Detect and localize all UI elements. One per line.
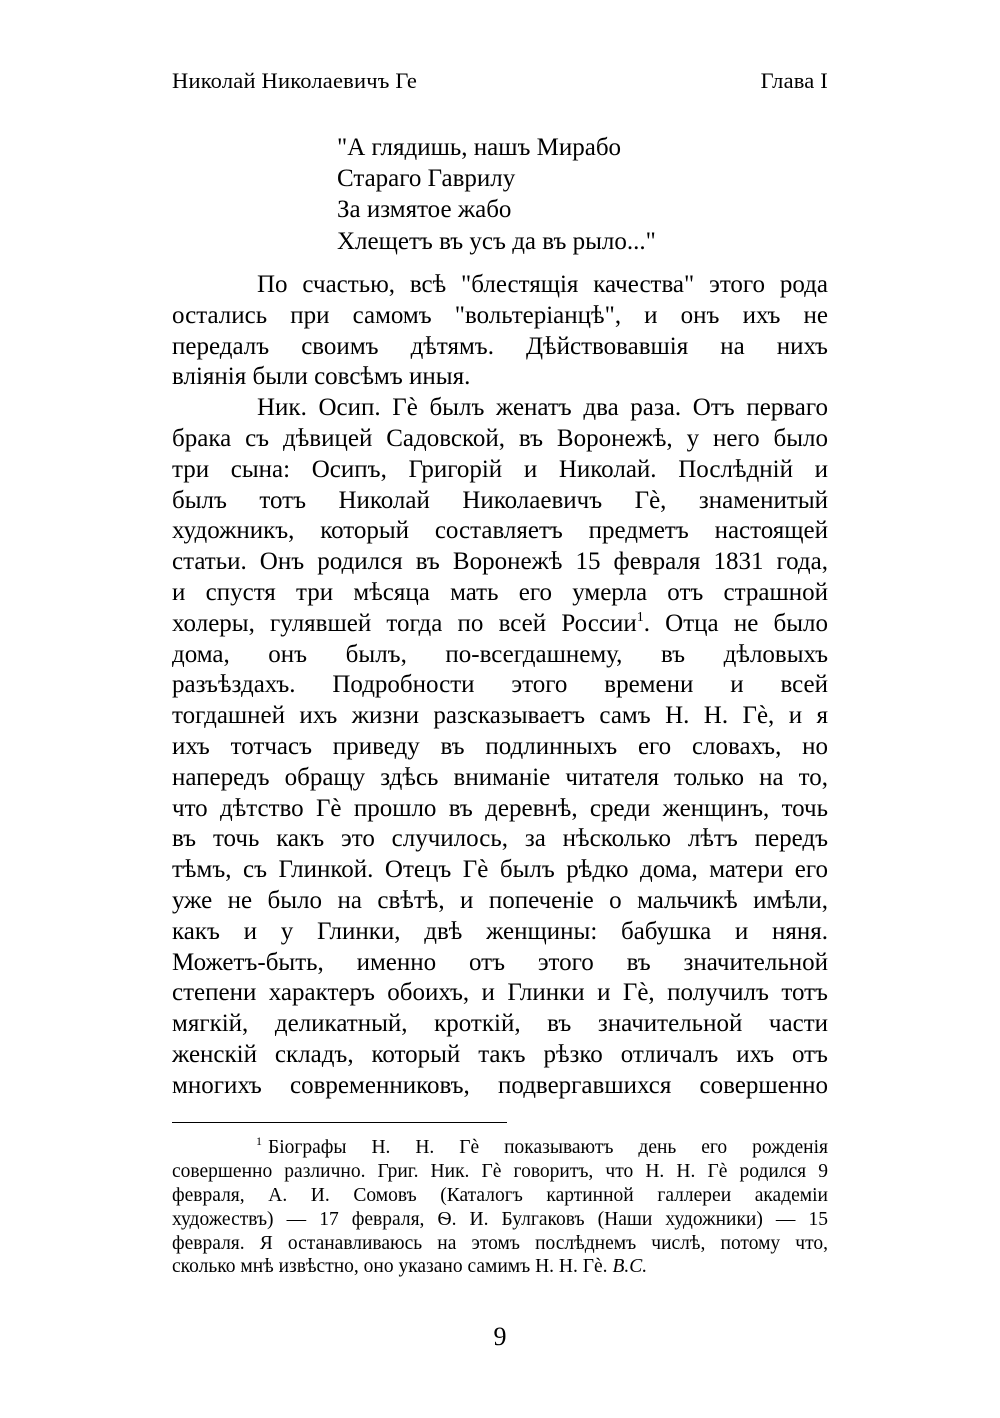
text-line: что дѣтство Гè прошло въ деревнѣ, среди женщинъ, точь — [172, 794, 828, 822]
text-line: мягкій, деликатный, кроткій, въ значительной части — [172, 1010, 828, 1038]
text-line-with-footnote — [172, 609, 828, 640]
footnote-line: совершенно различно. Григ. Ник. Гè говоритъ, что Н. Н. Гè родился 9 — [172, 1160, 828, 1182]
footnote-signature: В.С. — [612, 1256, 648, 1278]
footnote-text: Біографы Н. Н. Гè показываютъ день его рожденія — [268, 1137, 828, 1158]
text-line: ихъ тотчасъ приведу въ подлинныхъ его словахъ, но — [172, 732, 828, 760]
text-line: и спустя три мѣсяца мать его умерла отъ страшной — [172, 578, 828, 606]
footnote-divider — [172, 1122, 507, 1123]
page-number: 9 — [493, 1322, 507, 1351]
text-line: брака съ дѣвицей Садовской, въ Воронежѣ, у него было — [172, 424, 828, 452]
text-line: дома, онъ былъ, по-всегдашнему, въ дѣловыхъ — [172, 640, 828, 668]
text-line: По счастью, всѣ "блестящія качества" этого рода — [257, 271, 828, 298]
main-text — [172, 270, 828, 1102]
header-chapter: Глава I — [760, 68, 828, 93]
footnote — [172, 1136, 828, 1279]
footnote-reference: 1 — [636, 609, 644, 625]
text-fragment: . Отца не было — [643, 609, 829, 637]
poem-line: Хлещетъ въ усъ да въ рыло..." — [337, 227, 656, 255]
text-line: уже не было на свѣтѣ, и попеченіе о мальчикѣ имѣли, — [172, 886, 828, 914]
text-fragment: холеры, гулявшей тогда по всей России — [172, 609, 637, 637]
text-line: женскій складъ, который такъ рѣзко отличалъ ихъ отъ — [172, 1040, 828, 1068]
text-line: напередъ обращу здѣсь вниманіе читателя только на то, — [172, 763, 828, 791]
text-line: степени характеръ обоихъ, и Глинки и Гè, получилъ тотъ — [172, 979, 828, 1007]
text-line: статьи. Онъ родился въ Воронежѣ 15 февраля 1831 года, — [172, 548, 828, 576]
poem-line: "А глядишь, нашъ Мирабо — [337, 134, 622, 161]
footnote-line — [172, 1136, 828, 1160]
text-line: вліянія были совсѣмъ иныя. — [172, 363, 471, 391]
footnote-text: сколько мнѣ извѣстно, оно указано самимъ Н. Н. Гè. — [172, 1256, 608, 1278]
poem-quote — [337, 132, 656, 257]
header-author: Николай Николаевичъ Ге — [172, 68, 418, 93]
text-line: какъ и у Глинки, двѣ женщины: бабушка и няня. — [172, 917, 828, 945]
poem-line: Стараго Гаврилу — [337, 165, 516, 193]
text-line: Ник. Осип. Гè былъ женатъ два раза. Отъ перваго — [257, 394, 828, 422]
text-line: Можетъ-быть, именно отъ этого въ значительной — [172, 948, 828, 976]
poem-line: За измятое жабо — [337, 196, 512, 224]
text-line: тѣмъ, съ Глинкой. Отецъ Гè былъ рѣдко дома, матери его — [172, 856, 828, 884]
footnote-line — [172, 1255, 828, 1279]
footnote-line: февраля. Я останавливаюсь на этомъ послѣднемъ числѣ, потому что, — [172, 1232, 828, 1254]
text-line: остались при самомъ "вольтеріанцѣ", и онъ ихъ не — [172, 301, 828, 329]
text-line: въ точь какъ это случилось, за нѣсколько лѣтъ передъ — [172, 825, 828, 853]
footnote-line: художествъ) — 17 февраля, Ѳ. И. Булгаковъ (Наши художники) — 15 — [172, 1208, 828, 1230]
text-line: былъ тотъ Николай Николаевичъ Гè, знаменитый — [172, 486, 828, 514]
footnote-line: февраля, А. И. Сомовъ (Каталогъ картинной галлереи академіи — [172, 1184, 828, 1206]
text-line: три сына: Осипъ, Григорій и Николай. Послѣдній и — [172, 455, 828, 483]
text-line: разъѣздахъ. Подробности этого времени и всей — [172, 671, 828, 699]
footnote-marker: 1 — [256, 1134, 262, 1148]
running-header — [172, 66, 828, 96]
text-line: многихъ современниковъ, подвергавшихся совершенно — [172, 1071, 828, 1099]
text-line: художникъ, который составляетъ предметъ настоящей — [172, 517, 828, 545]
text-line: передалъ своимъ дѣтямъ. Дѣйствовавшія на нихъ — [172, 332, 828, 360]
text-line: тогдашней ихъ жизни разсказываетъ самъ Н. Н. Гè, и я — [172, 702, 828, 730]
